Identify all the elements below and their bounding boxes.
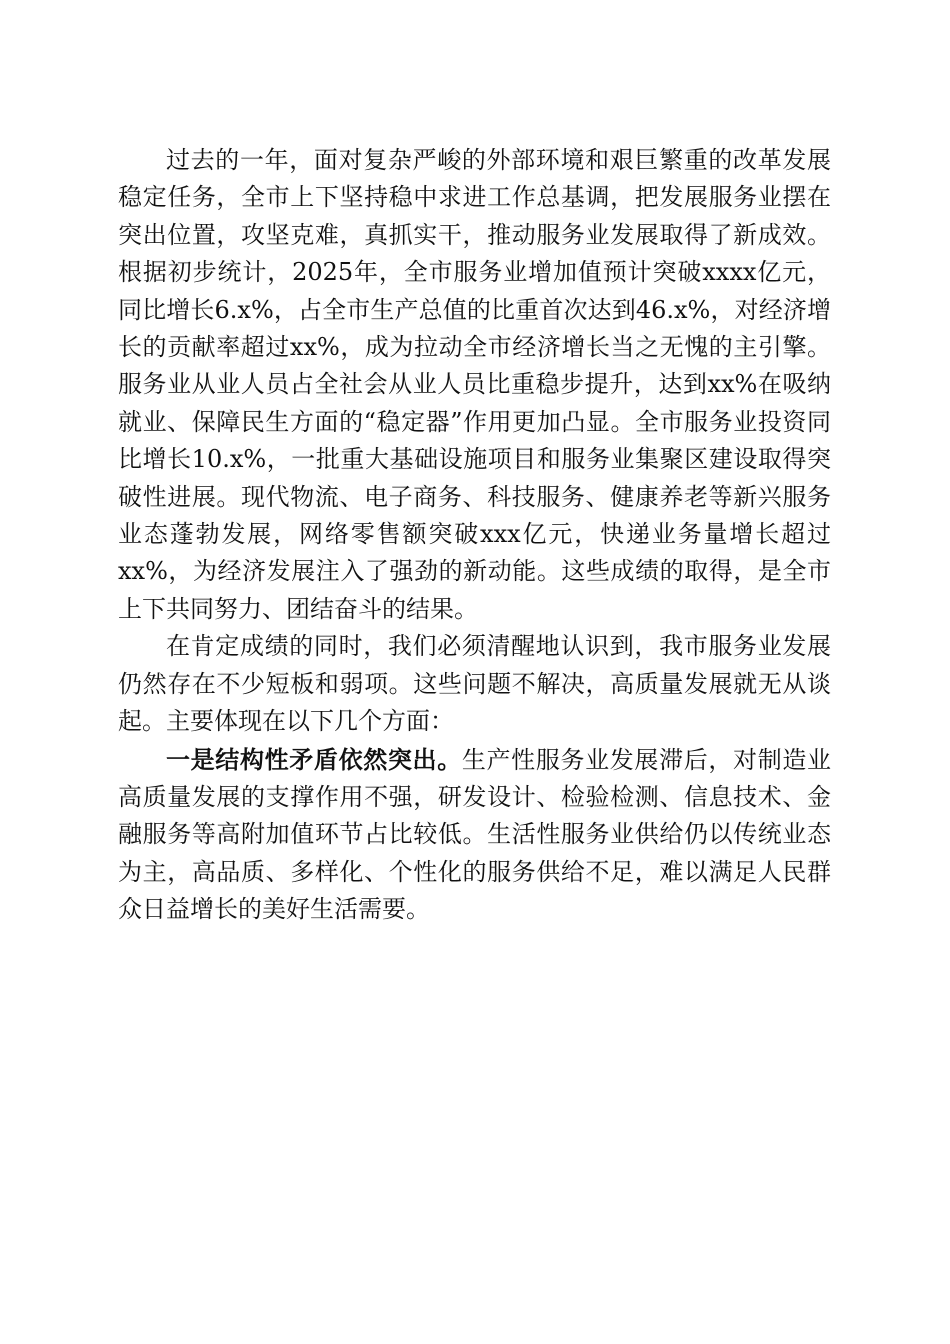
paragraph-text: 过去的一年，面对复杂严峻的外部环境和艰巨繁重的改革发展稳定任务，全市上下坚持稳中求进工作总基调，把发展服务业摆在突出位置，攻坚克难，真抓实干，推动服务业发展取得了新成效。根据初步统计，2025年，全市服务业增加值预计突破xxxx亿元，同比增长6.x%，占全市生产总值的比重首次达到46.x%，对经济增长的贡献率超过xx%，成为拉动全市经济增长当之无愧的主引擎。服务业从业人员占全社会从业人员比重稳步提升，达到xx%在吸纳就业、保障民生方面的“稳定器”作用更加凸显。全市服务业投资同比增长10.x%，一批重大基础设施项目和服务业集聚区建设取得突破性进展。现代物流、电子商务、科技服务、健康养老等新兴服务业态蓬勃发展，网络零售额突破xxx亿元，快递业务量增长超过xx%，为经济发展注入了强劲的新动能。这些成绩的取得，是全市上下共同努力、团结奋斗的结果。 (118, 146, 831, 623)
paragraph-text: 在肯定成绩的同时，我们必须清醒地认识到，我市服务业发展仍然存在不少短板和弱项。这些问题不解决，高质量发展就无从谈起。主要体现在以下几个方面： (118, 632, 831, 736)
paragraph-lead: 一是结构性矛盾依然突出。 (166, 744, 462, 774)
paragraph-achievements (118, 142, 831, 628)
document-body (118, 142, 831, 929)
paragraph-structural-issues (118, 741, 831, 929)
paragraph-text: 生产性服务业发展滞后，对制造业高质量发展的支撑作用不强，研发设计、检验检测、信息技术、金融服务等高附加值环节占比较低。生活性服务业供给仍以传统业态为主，高品质、多样化、个性化的服务供给不足，难以满足人民群众日益增长的美好生活需要。 (118, 745, 832, 924)
paragraph-shortcomings (118, 628, 831, 740)
